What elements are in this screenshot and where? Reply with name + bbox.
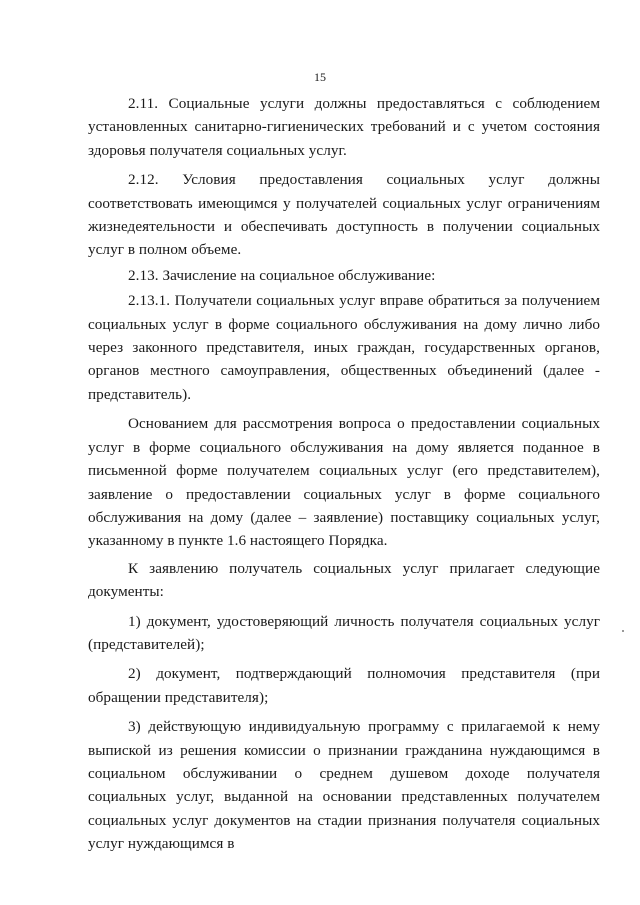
- list-item-2: 2) документ, подтверждающий полномочия представителя (при обращении представителя);: [88, 665, 600, 706]
- scan-speck: [622, 630, 624, 632]
- paragraph-documents-intro: К заявлению получатель социальных услуг прилагает следующие документы:: [88, 559, 600, 601]
- document-body: [88, 92, 600, 856]
- paragraph-basis: Основанием для рассмотрения вопроса о предоставлении социальных услуг в форме социального обслуживания на дому является поданное в письменной форме получателем социальных услуг (его представителем), заявление о предоставлении социальных услуг в форме социального обслуживания на дому (далее – заявление) поставщику социальных услуг, указанному в пункте 1.6 настоящего Порядка.: [88, 415, 600, 550]
- page-number: 15: [314, 70, 326, 84]
- list-item-1: 1) документ, удостоверяющий личность получателя социальных услуг (представителей);: [88, 612, 600, 653]
- paragraph-2-13-1: 2.13.1. Получатели социальных услуг вправе обратиться за получением социальных услуг в форме социального обслуживания на дому лично либо через законного представителя, иных граждан, государственных органов, органов местного самоуправления, общественных объединений (далее - представитель).: [88, 292, 600, 403]
- list-item-3: 3) действующую индивидуальную программу с прилагаемой к нему выпиской из решения комиссии о признании гражданина нуждающимся в социальном обслуживании о среднем душевом доходе получателя социальных услуг, выданной на основании представленных получателем социальных услуг документов на стадии признания получателя социальных услуг нуждающимся в: [88, 718, 600, 853]
- paragraph-2-11: 2.11. Социальные услуги должны предоставляться с соблюдением установленных санитарно-гигиенических требований и с учетом состояния здоровья получателя социальных услуг.: [88, 95, 600, 159]
- paragraph-2-13: 2.13. Зачисление на социальное обслуживание:: [128, 266, 436, 284]
- paragraph-2-12: 2.12. Условия предоставления социальных услуг должны соответствовать имеющимся у получателей социальных услуг ограничениям жизнедеятельности и обеспечивать доступность в получении социальных услуг в полном объеме.: [88, 171, 600, 259]
